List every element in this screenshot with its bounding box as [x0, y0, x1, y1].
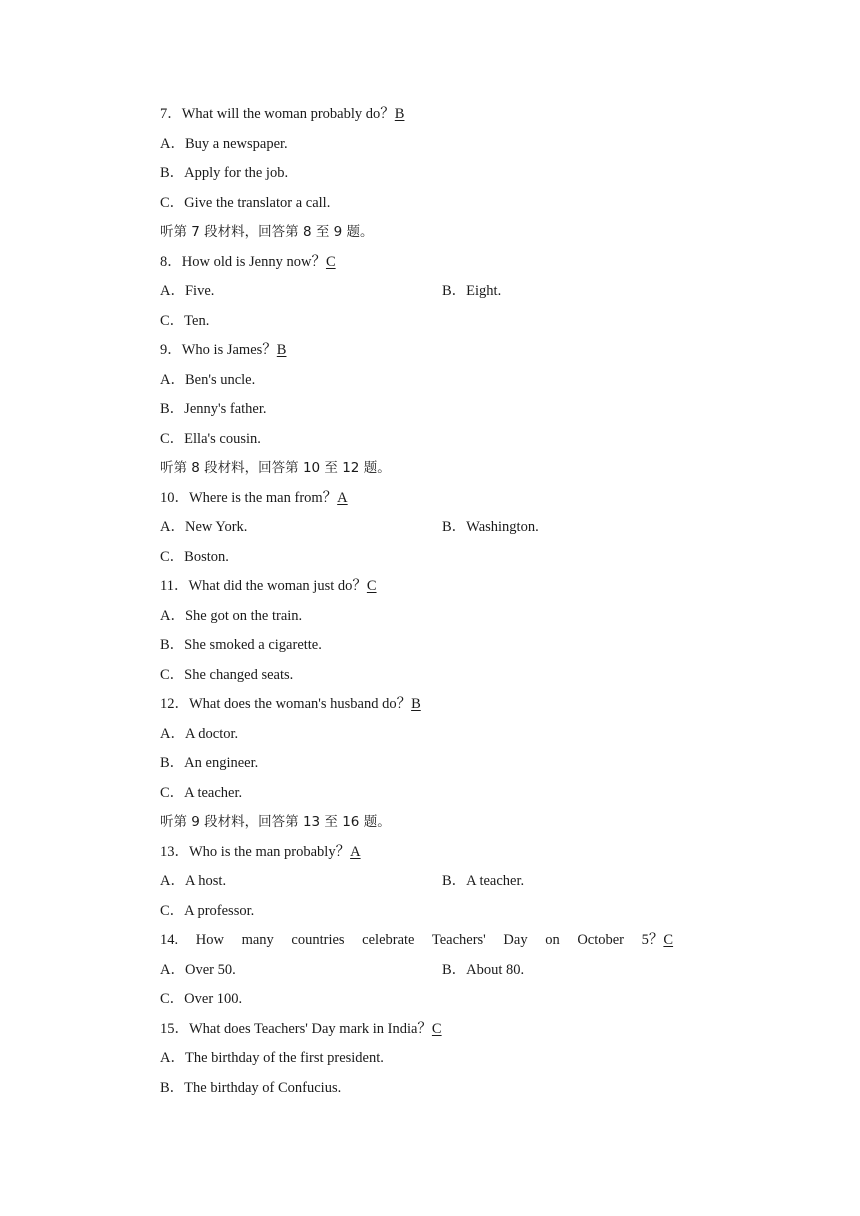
section-instruction: 听第 7 段材料，回答第 8 至 9 题。 — [160, 224, 374, 240]
answer-key: A — [337, 489, 348, 506]
option-text: B．About 80. — [442, 961, 525, 978]
option-row — [160, 956, 720, 986]
option-line: A．Buy a newspaper. — [160, 135, 288, 152]
option-text: B．A teacher. — [442, 873, 525, 889]
option-line: A．A doctor. — [160, 725, 239, 742]
option-line: A．She got on the train. — [160, 607, 303, 624]
question-text: 12．What does the woman's husband do？ — [160, 696, 412, 712]
option-line: C．She changed seats. — [160, 666, 294, 683]
question-line — [160, 248, 720, 278]
question-text: 11．What did the woman just do？ — [160, 578, 367, 594]
answer-key: B — [394, 106, 405, 122]
answer-key: C — [663, 932, 674, 948]
section-instruction: 听第 8 段材料，回答第 10 至 12 题。 — [160, 460, 391, 476]
option-line: C．Over 100. — [160, 991, 243, 1007]
question-line — [160, 1015, 720, 1045]
question-line — [160, 336, 720, 366]
question-line — [160, 572, 720, 602]
question-line — [160, 484, 720, 514]
option-text: A．A host. — [160, 873, 227, 889]
option-line: B．The birthday of Confucius. — [160, 1079, 342, 1096]
option-text: B．Washington. — [442, 519, 539, 535]
option-line: C．A professor. — [160, 902, 255, 919]
question-line — [160, 838, 720, 868]
option-line: C．Give the translator a call. — [160, 194, 331, 211]
section-instruction: 听第 9 段材料，回答第 13 至 16 题。 — [160, 814, 391, 830]
answer-key: B — [276, 342, 287, 358]
answer-key: C — [325, 253, 336, 270]
question-line — [160, 100, 720, 130]
question-text: 14. How many countries celebrate Teachers' Day on October 5？ — [160, 932, 664, 948]
question-text: 10．Where is the man from？ — [160, 489, 338, 506]
question-text: 9．Who is James？ — [160, 342, 277, 358]
option-row — [160, 867, 720, 897]
answer-key: A — [350, 843, 361, 860]
option-text: A．New York. — [160, 519, 248, 535]
option-line: C．Boston. — [160, 548, 229, 565]
option-line: C．Ella's cousin. — [160, 430, 261, 447]
question-line — [160, 926, 720, 956]
answer-key: C — [431, 1020, 442, 1037]
option-line: C．A teacher. — [160, 784, 243, 801]
question-text: 15．What does Teachers' Day mark in India？ — [160, 1020, 432, 1037]
option-line: C．Ten. — [160, 312, 210, 329]
option-line: A．Ben's uncle. — [160, 371, 256, 388]
option-text: A．Over 50. — [160, 961, 236, 978]
option-text: A．Five. — [160, 283, 215, 299]
answer-key: C — [366, 578, 377, 594]
option-line: B．Jenny's father. — [160, 401, 267, 417]
option-line: B．She smoked a cigarette. — [160, 637, 322, 653]
option-row — [160, 277, 720, 307]
question-text: 7．What will the woman probably do？ — [160, 106, 395, 122]
option-text: B．Eight. — [442, 283, 502, 299]
question-line — [160, 690, 720, 720]
option-line: B．Apply for the job. — [160, 165, 289, 181]
option-line: A．The birthday of the first president. — [160, 1050, 384, 1066]
option-row — [160, 513, 720, 543]
answer-key: B — [411, 696, 421, 712]
question-text: 13．Who is the man probably？ — [160, 843, 351, 860]
question-text: 8．How old is Jenny now？ — [160, 253, 326, 270]
document-page — [160, 100, 720, 1103]
option-line: B．An engineer. — [160, 755, 259, 771]
